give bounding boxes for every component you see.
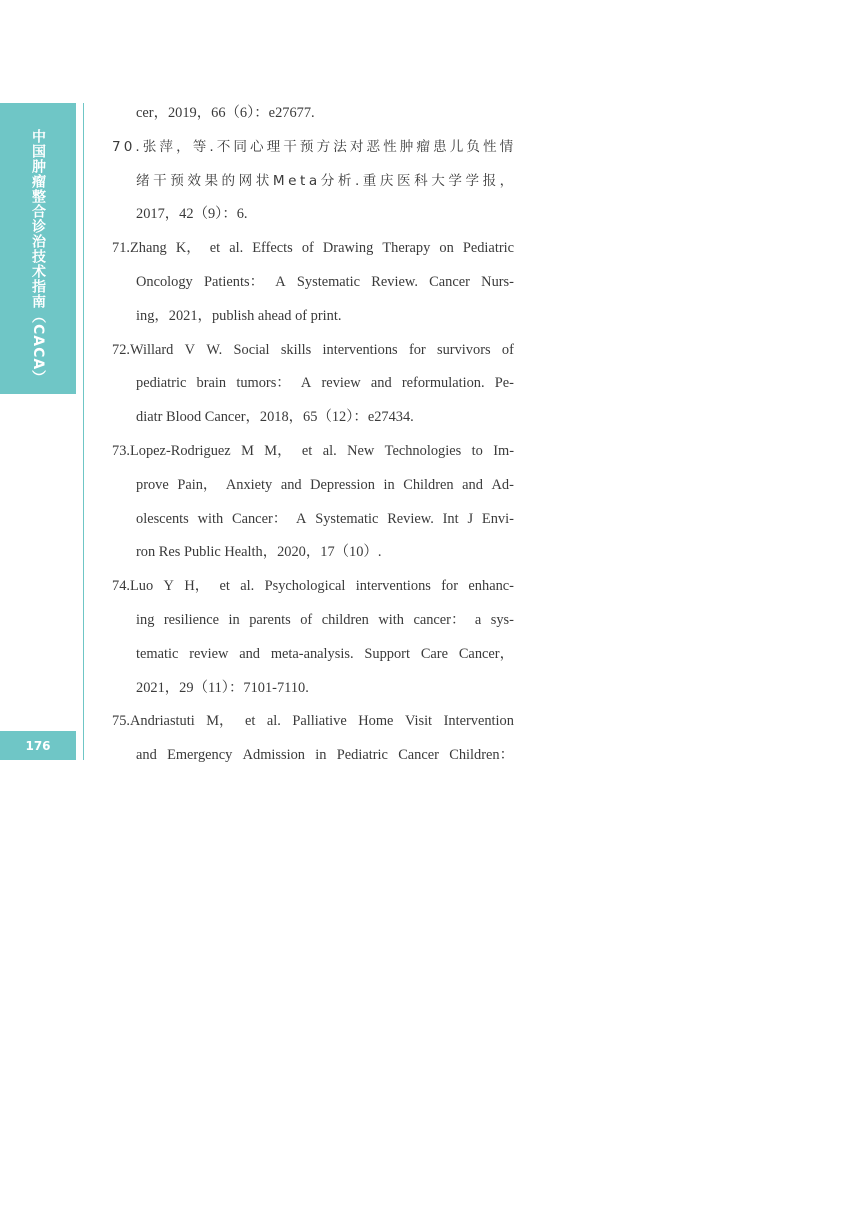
reference-entry [112,570,514,705]
margin-rule [83,103,84,760]
reference-entry [112,334,514,435]
reference-line: diatr Blood Cancer，2018，65（12）：e27434. [136,409,414,426]
book-title: 中国肿瘤整合诊治技术指南（CACA） [30,129,46,386]
page-number: 176 [25,738,51,753]
reference-line: 2021，29（11）：7101-7110. [136,679,309,696]
reference-line: Oncology Patients： A Systematic Review. Cancer Nurs- [136,273,514,290]
reference-line: 7 0 . 张 萍 ， 等 . 不 同 心 理 干 预 方 法 对 恶 性 肿 瘤 患 儿 负 性 情 [112,138,514,155]
reference-line: tematic review and meta-analysis. Support Care Cancer， [136,645,514,662]
reference-list [112,97,514,773]
reference-entry [112,705,514,773]
reference-entry [112,131,514,232]
reference-line: olescents with Cancer： A Systematic Review. Int J Envi- [136,510,514,527]
reference-entry [112,97,514,131]
reference-line: prove Pain， Anxiety and Depression in Children and Ad- [136,476,514,493]
reference-line: 74.Luo Y H， et al. Psychological interventions for enhanc- [112,578,514,595]
reference-line: pediatric brain tumors： A review and reformulation. Pe- [136,375,514,392]
reference-line: 2017，42（9）：6. [136,206,248,223]
sidebar-tab [0,103,76,394]
reference-line: and Emergency Admission in Pediatric Cancer Children： [136,747,514,764]
reference-line: 73.Lopez-Rodriguez M M， et al. New Technologies to Im- [112,442,514,459]
reference-line: 绪 干 预 效 果 的 网 状 M e t a 分 析 . 重 庆 医 科 大 学 学 报 ， [136,172,514,189]
reference-line: ing resilience in parents of children with cancer： a sys- [136,611,514,628]
reference-entry [112,435,514,570]
reference-entry [112,232,514,333]
reference-line: 71.Zhang K， et al. Effects of Drawing Therapy on Pediatric [112,240,514,257]
reference-line: 75.Andriastuti M， et al. Palliative Home Visit Intervention [112,713,514,730]
reference-line: ron Res Public Health，2020，17（10）. [136,544,382,561]
reference-line: ing，2021，publish ahead of print. [136,307,342,324]
page-number-tab [0,731,76,760]
reference-line: cer，2019，66（6）：e27677. [136,105,315,121]
reference-line: 72.Willard V W. Social skills interventions for survivors of [112,341,514,358]
